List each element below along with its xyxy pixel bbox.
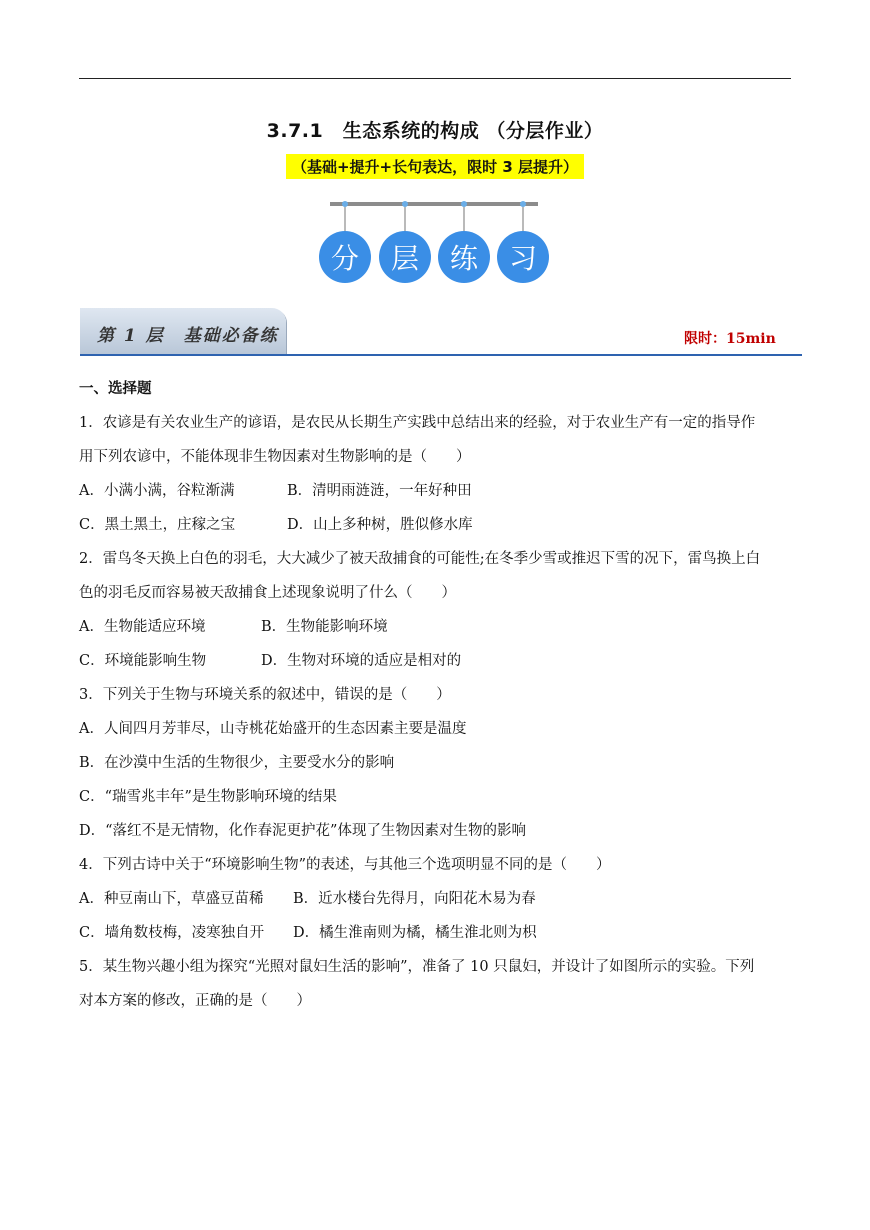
- connector-dot-1: [342, 201, 348, 207]
- question-3: [79, 678, 793, 848]
- option-d: D．生物对环境的适应是相对的: [261, 653, 462, 669]
- page-title: 3.7.1 生态系统的构成 （分层作业）: [266, 120, 604, 142]
- banner-char-1: 分: [330, 242, 360, 275]
- banner-char-3: 练: [449, 242, 479, 275]
- banner-circle-1: [319, 231, 371, 283]
- layer-rule: [80, 354, 802, 356]
- layer-tab: [80, 308, 286, 354]
- time-limit: 限时：15min: [684, 331, 776, 347]
- banner-char-2: 层: [390, 242, 420, 275]
- option-a: A．种豆南山下，草盛豆苗稀: [79, 891, 264, 907]
- banner-circle-3: [438, 231, 490, 283]
- top-rule: [79, 78, 791, 79]
- question-line: 用下列农谚中，不能体现非生物因素对生物影响的是（ ）: [79, 449, 471, 465]
- subtitle-highlight: （基础+提升+长句表达，限时 3 层提升）: [286, 154, 584, 179]
- option-row: [79, 610, 793, 644]
- option-c: C．墙角数枝梅，凌寒独自开: [79, 925, 265, 941]
- option-b: B．在沙漠中生活的生物很少，主要受水分的影响: [79, 755, 395, 771]
- question-line: 色的羽毛反而容易被天敌捕食上述现象说明了什么（ ）: [79, 585, 456, 601]
- option-row: [79, 474, 793, 508]
- option-row: [79, 508, 793, 542]
- connector-dot-2: [402, 201, 408, 207]
- practice-banner: [318, 198, 550, 288]
- banner-circle-2: [379, 231, 431, 283]
- section-title: 一、选择题: [79, 381, 152, 397]
- question-line: 4．下列古诗中关于“环境影响生物”的表述，与其他三个选项明显不同的是（ ）: [79, 857, 611, 873]
- question-line: 1．农谚是有关农业生产的谚语，是农民从长期生产实践中总结出来的经验，对于农业生产有一定的指导作: [79, 415, 756, 431]
- question-4: [79, 848, 793, 950]
- question-line: 5．某生物兴趣小组为探究“光照对鼠妇生活的影响”，准备了 10 只鼠妇，并设计了如图所示的实验。下列: [79, 959, 755, 975]
- question-line: 对本方案的修改，正确的是（ ）: [79, 993, 311, 1009]
- option-d: D．橘生淮南则为橘，橘生淮北则为枳: [293, 925, 537, 941]
- option-row: [79, 644, 793, 678]
- connector-dot-3: [461, 201, 467, 207]
- subtitle-wrap: [0, 154, 870, 179]
- option-b: B．生物能影响环境: [261, 619, 388, 635]
- option-b: B．近水楼台先得月，向阳花木易为春: [293, 891, 536, 907]
- option-a: A．小满小满，谷粒渐满: [79, 483, 235, 499]
- banner-bar: [330, 202, 538, 206]
- option-c: C．黑土黑土，庄稼之宝: [79, 517, 236, 533]
- option-row: [79, 916, 793, 950]
- option-c: C．环境能影响生物: [79, 653, 207, 669]
- question-2: [79, 542, 793, 678]
- option-a: A．人间四月芳菲尽，山寺桃花始盛开的生态因素主要是温度: [79, 721, 467, 737]
- banner-circle-4: [497, 231, 549, 283]
- connector-dot-4: [520, 201, 526, 207]
- layer-label: 第 1 层 基础必备练: [97, 326, 279, 346]
- question-content: [79, 372, 793, 1018]
- option-row: [79, 882, 793, 916]
- option-d: D．山上多种树，胜似修水库: [287, 517, 473, 533]
- option-b: B．清明雨涟涟，一年好种田: [287, 483, 472, 499]
- banner-char-4: 习: [508, 242, 538, 275]
- option-a: A．生物能适应环境: [79, 619, 206, 635]
- question-5: [79, 950, 793, 1018]
- question-line: 3．下列关于生物与环境关系的叙述中，错误的是（ ）: [79, 687, 451, 703]
- question-line: 2．雷鸟冬天换上白色的羽毛，大大减少了被天敌捕食的可能性;在冬季少雪或推迟下雪的况下，雷鸟换上白: [79, 551, 761, 567]
- option-d: D．“落红不是无情物，化作春泥更护花”体现了生物因素对生物的影响: [79, 823, 526, 839]
- option-c: C．“瑞雪兆丰年”是生物影响环境的结果: [79, 789, 337, 805]
- question-1: [79, 406, 793, 542]
